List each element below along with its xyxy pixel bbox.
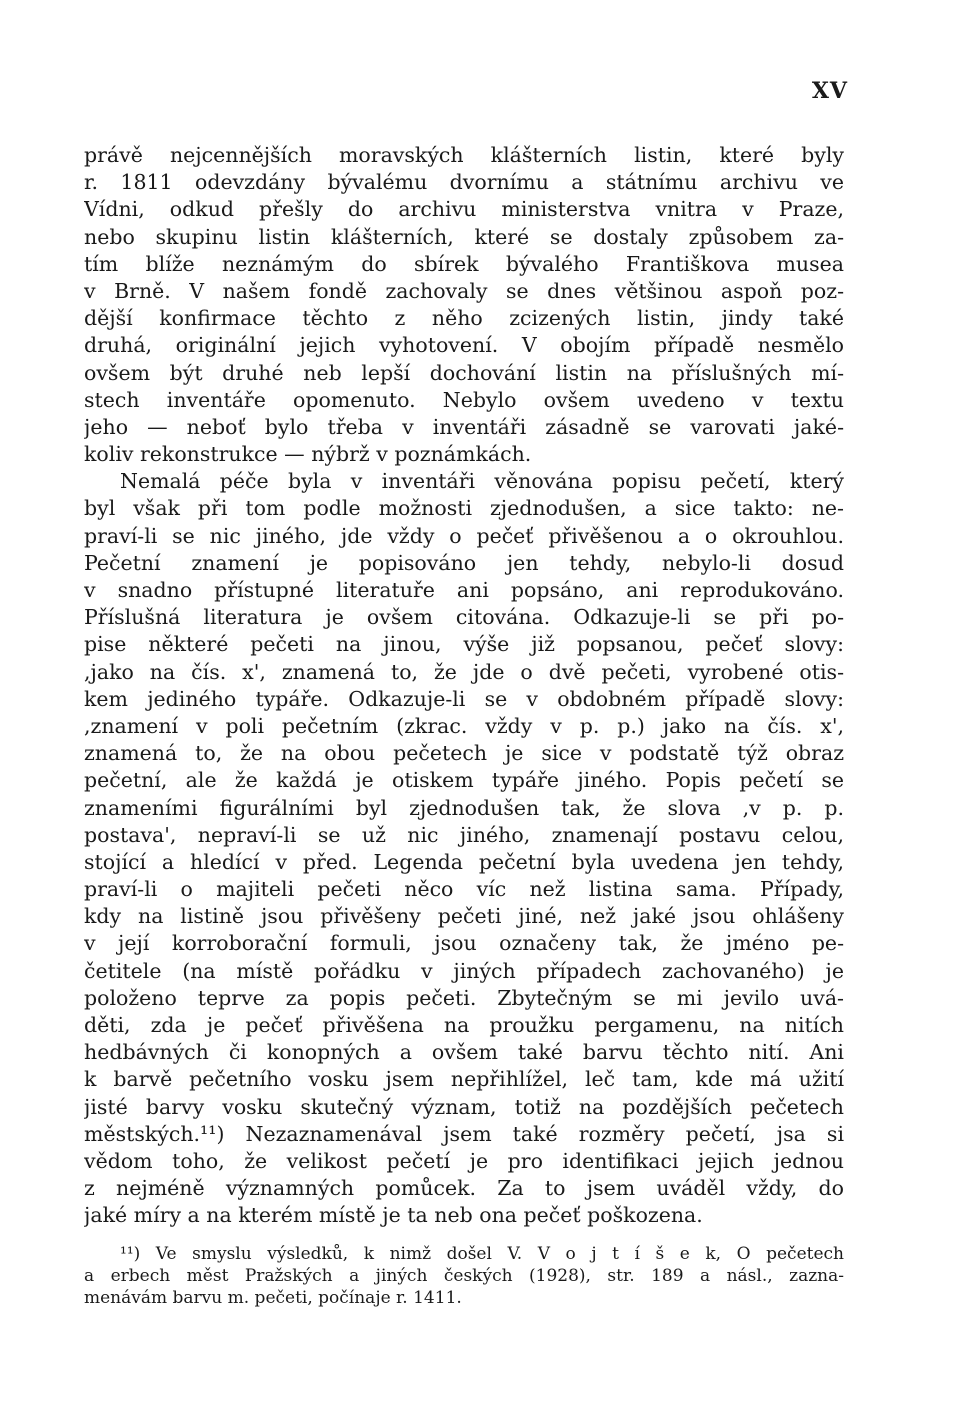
text-line: dější konfirmace těchto z něho zcizených listin, jindy také xyxy=(84,306,844,331)
text-line: nebo skupinu listin klášterních, které se dostaly způsobem za- xyxy=(84,224,844,249)
text-line: kdy na listině jsou přivěšeny pečeti jiné, než jaké jsou ohlášeny xyxy=(84,904,844,929)
text-line: četitele (na místě pořádku v jiných případech zachovaného) je xyxy=(84,958,844,983)
text-line: byl však při tom podle možnosti zjednodušen, a sice takto: ne- xyxy=(84,496,844,521)
text-line: k barvě pečetního vosku jsem nepřihlížel, leč tam, kde má užití xyxy=(84,1067,844,1092)
text-line: městských.¹¹) Nezaznamenával jsem také rozměry pečetí, jsa si xyxy=(84,1121,844,1146)
footnote xyxy=(84,1243,844,1309)
text-line: postava', nepraví-li se už nic jiného, znamenají postavu celou, xyxy=(84,822,844,847)
main-text xyxy=(84,142,844,1230)
text-line: právě nejcennějších moravských klášterních listin, které byly xyxy=(84,143,844,167)
text-line: koliv rekonstrukce — nýbrž v poznámkách. xyxy=(84,442,532,467)
text-line: v snadno přístupné literatuře ani popsáno, ani reprodukováno. xyxy=(84,578,844,602)
page-number: XV xyxy=(811,78,848,104)
footnote-line: a erbech měst Pražských a jiných českých (1928), str. 189 a násl., zazna- xyxy=(84,1266,844,1286)
text-line: vědom toho, že velikost pečetí je pro identifikaci jejich jednou xyxy=(84,1148,844,1173)
text-line: Příslušná literatura je ovšem citována. Odkazuje-li se při po- xyxy=(84,605,844,630)
text-line: jeho — neboť bylo třeba v inventáři zásadně se varovati jaké- xyxy=(84,414,844,439)
text-line: druhá, originální jejich vyhotovení. V obojím případě nesmělo xyxy=(84,333,844,358)
text-line: praví-li o majiteli pečeti něco víc než listina sama. Případy, xyxy=(84,877,844,902)
text-line: z nejméně významných pomůcek. Za to jsem uváděl vždy, do xyxy=(84,1176,844,1201)
text-line: kem jediného typáře. Odkazuje-li se v obdobném případě slovy: xyxy=(84,686,844,711)
text-line: položeno teprve za popis pečeti. Zbytečným se mi jevilo uvá- xyxy=(84,985,844,1010)
text-line: Pečetní znamení je popisováno jen tehdy, nebylo-li dosud xyxy=(84,550,844,575)
text-line: ovšem být druhé neb lepší dochování listin na příslušných mí- xyxy=(84,360,844,385)
text-line: praví-li se nic jiného, jde vždy o pečeť přivěšenou a o okrouhlou. xyxy=(84,523,844,548)
text-line: ,znamení v poli pečetním (zkrac. vždy v p. p.) jako na čís. x', xyxy=(84,713,844,738)
text-line: hedbávných či konopných a ovšem také barvu těchto nití. Ani xyxy=(84,1040,844,1065)
text-line: pise některé pečeti na jinou, výše již popsanou, pečeť slovy: xyxy=(84,632,844,657)
text-line: stech inventáře opomenuto. Nebylo ovšem uvedeno v textu xyxy=(84,387,844,412)
text-line: jaké míry a na kterém místě je ta neb ona pečeť poškozena. xyxy=(84,1203,703,1228)
text-line: v její korroborační formuli, jsou označeny tak, že jméno pe- xyxy=(84,931,844,956)
footnote-line: menávám barvu m. pečeti, počínaje r. 1411. xyxy=(84,1288,462,1308)
text-line: Vídni, odkud přešly do archivu ministerstva vnitra v Praze, xyxy=(84,197,844,222)
text-line: tím blíže neznámým do sbírek bývalého Františkova musea xyxy=(84,251,844,276)
text-line: Nemalá péče byla v inventáři věnována popisu pečetí, který xyxy=(120,469,844,494)
text-line: znamená to, že na obou pečetech je sice v podstatě týž obraz xyxy=(84,741,844,766)
text-line: pečetní, ale že každá je otiskem typáře jiného. Popis pečetí se xyxy=(84,768,844,793)
text-line: znameními figurálními byl zjednodušen tak, že slova ,v p. p. xyxy=(84,795,844,820)
text-line: v Brně. V našem fondě zachovaly se dnes většinou aspoň poz- xyxy=(84,278,844,303)
text-line: stojící a hledící v před. Legenda pečetní byla uvedena jen tehdy, xyxy=(84,849,844,874)
text-line: jisté barvy vosku skutečný význam, totiž na pozdějších pečetech xyxy=(84,1094,844,1119)
text-line: r. 1811 odevzdány bývalému dvornímu a státnímu archivu ve xyxy=(84,170,844,195)
text-line: ,jako na čís. x', znamená to, že jde o dvě pečeti, vyrobené otis- xyxy=(84,659,844,684)
text-line: děti, zda je pečeť přivěšena na proužku pergamenu, na nitích xyxy=(84,1013,844,1037)
footnote-line: ¹¹) Ve smyslu výsledků, k nimž došel V. V o j t í š e k, O pečetech xyxy=(120,1244,844,1264)
